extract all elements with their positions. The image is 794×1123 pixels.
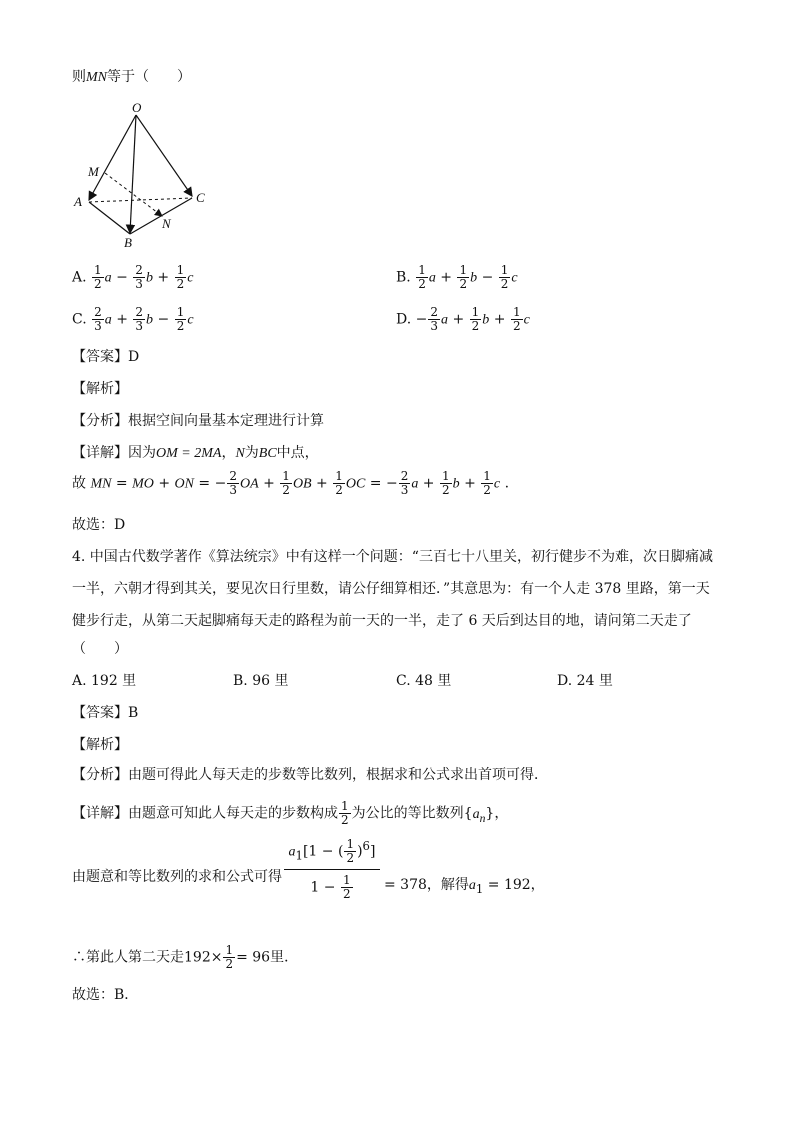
q4-sum-result: = 378，解得$a_1 = 192$， (384, 877, 545, 896)
label-O: O (132, 100, 142, 115)
q3-detail: 【详解】因为OM = 2MA，N为BC中点， (72, 445, 319, 461)
q4-analysis-tag: 【解析】 (72, 737, 128, 753)
q4-stem-2: 一半，六朝才得到其关，要见次日行里数，请公仔细算相还．”其意思为：有一个人走 378 里路，第一天 (72, 581, 710, 597)
q3-fenxi: 【分析】根据空间向量基本定理进行计算 (72, 413, 324, 429)
label-B: B (124, 235, 132, 250)
option-c: C. $\frac{2}{3}$ a + $\frac{2}{3}$ b − $\frac{1}{2}$ c (72, 305, 194, 333)
q4-option-b: B. 96 里 (233, 673, 289, 689)
option-d: D. − $\frac{2}{3}$ a + $\frac{1}{2}$ b + $\frac{1}{2}$ c (396, 305, 530, 333)
tetrahedron-figure (70, 100, 220, 250)
q4-option-a: A. 192 里 (72, 673, 137, 689)
q3-answer: 【答案】D (72, 349, 140, 365)
label-N: N (162, 216, 171, 231)
q4-stem-4: （ ） (72, 641, 128, 657)
q4-therefore: ∴第此人第二天走192× $\frac{1}{2}$ = 96里． (72, 943, 299, 971)
q4-detail: 【详解】由题意可知此人每天走的步数构成 $\frac{1}{2}$ 为公比的等比数列$\{a_n\}$， (72, 799, 509, 827)
q4-sum-fraction: $a_1[1$ − ( $\frac{1}{2}$ )$^6$] 1 − $\frac{1}{2}$ (284, 838, 380, 901)
label-C: C (196, 190, 205, 205)
q4-stem-1: 4. 中国古代数学著作《算法统宗》中有这样一个问题：“三百七十八里关，初行健步不为难，次日脚痛减 (72, 549, 713, 565)
q4-answer: 【答案】B (72, 705, 139, 721)
option-b: B. $\frac{1}{2}$ a + $\frac{1}{2}$ b − $\frac{1}{2}$ c (396, 263, 518, 291)
vector-mn: MN (86, 70, 107, 85)
q4-sum-formula: 由题意和等比数列的求和公式可得 (72, 869, 282, 885)
q4-stem-3: 健步行走，从第二天起脚痛每天走的路程为前一天的一半，走了 6 天后到达目的地，请问第二天走了 (72, 613, 692, 629)
option-a: A. $\frac{1}{2}$ a − $\frac{2}{3}$ b + $\frac{1}{2}$ c (72, 263, 194, 291)
label-A: A (74, 194, 82, 209)
q3-choose: 故选：D (72, 517, 126, 533)
q3-analysis-tag: 【解析】 (72, 381, 128, 397)
q4-option-c: C. 48 里 (396, 673, 452, 689)
label-M: M (88, 164, 99, 179)
q4-fenxi: 【分析】由题可得此人每天走的步数等比数列，根据求和公式求出首项可得． (72, 767, 548, 783)
q4-option-d: D. 24 里 (557, 673, 613, 689)
q3-derivation: 故 MN = MO + ON = − $\frac{2}{3}$ OA + $\frac{1}{2}$ OB + $\frac{1}{2}$ OC = − $\frac{2}{3}$ a + $\frac{1}{2}$ b + $\frac{1}{2}$ c . (72, 469, 510, 497)
q3-stem: 则MN等于（ ） (72, 69, 191, 85)
q4-choose: 故选：B． (72, 987, 139, 1003)
